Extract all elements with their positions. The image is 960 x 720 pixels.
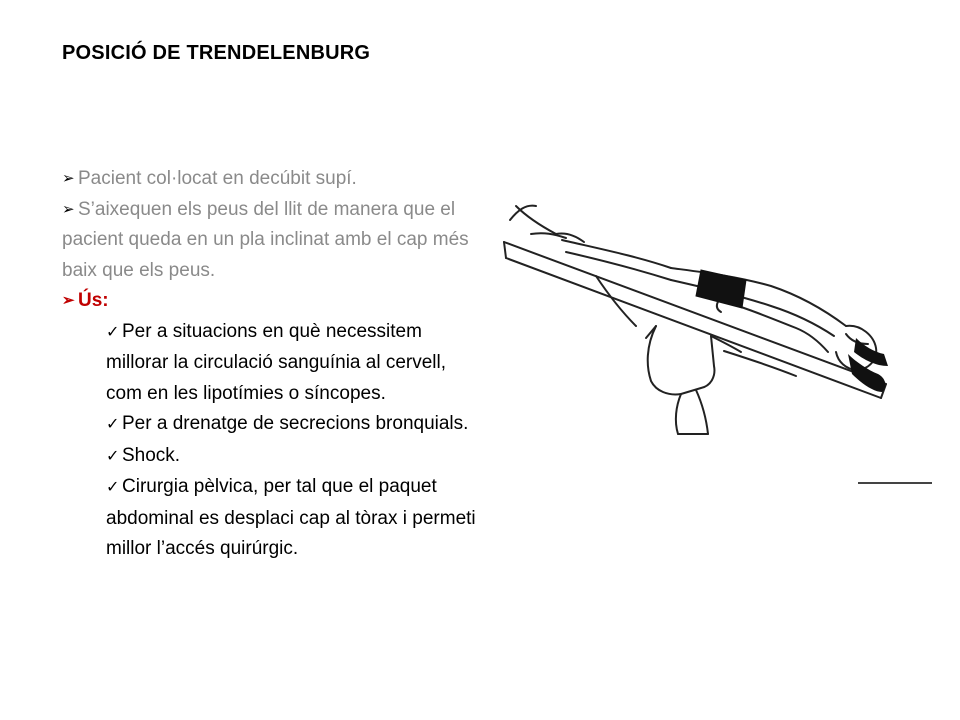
checkmark-icon: ✓ [106,323,120,341]
slide-title: POSICIÓ DE TRENDELENBURG [62,42,371,64]
bullet-text: Pacient col·locat en decúbit supí. [78,168,357,189]
arrow-bullet-icon: ➢ [62,200,75,218]
checkmark-icon: ✓ [106,447,120,465]
checkmark-icon: ✓ [106,416,120,433]
uses-item [106,409,482,441]
uses-list [106,317,482,565]
uses-item-text: Cirurgia pèlvica, per tal que el paquet abdominal es desplaci cap al tòrax i permeti millor l’accés quirúrgic. [106,476,476,559]
uses-item [106,441,482,473]
bullet-item [62,195,482,287]
bullet-item [62,164,482,195]
uses-item [106,472,482,565]
uses-item-text: Per a drenatge de secrecions bronquials. [122,413,469,434]
uses-item [106,317,482,410]
trendelenburg-illustration [496,176,936,488]
uses-item-text: Per a situacions en què necessitem millorar la circulació sanguínia al cervell, com en les lipotímies o síncopes. [106,320,447,404]
bullet-text: S’aixequen els peus del llit de manera que el pacient queda en un pla inclinat amb el cap més baix que els peus. [62,198,469,281]
uses-heading [62,286,482,317]
slide-content [62,164,482,565]
checkmark-icon: ✓ [106,479,120,496]
uses-heading-text: Ús: [78,290,109,311]
arrow-bullet-icon: ➢ [62,292,75,309]
arrow-bullet-icon: ➢ [62,170,75,187]
uses-item-text: Shock. [122,444,181,466]
